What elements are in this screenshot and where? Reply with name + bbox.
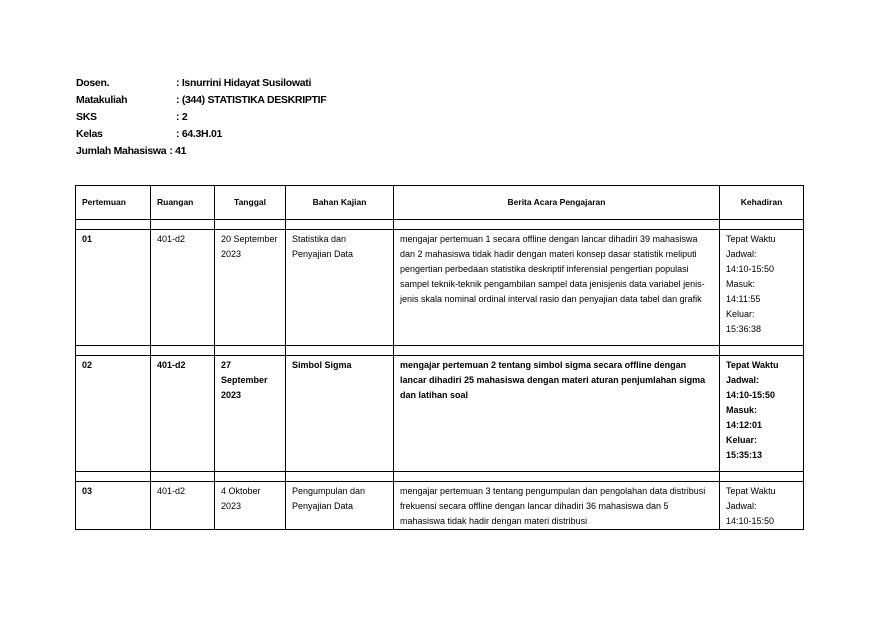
pertemuan-cell: 02 <box>76 356 151 472</box>
ruangan-cell: 401-d2 <box>151 356 215 472</box>
jumlah-value: : 41 <box>169 145 187 157</box>
tanggal-cell: 20 September 2023 <box>215 230 286 346</box>
kelas-label: Kelas <box>76 128 103 140</box>
dosen-value: : Isnurrini Hidayat Susilowati <box>176 77 312 89</box>
dosen-row <box>76 75 326 92</box>
matakuliah-value: : (344) STATISTIKA DESKRIPTIF <box>176 94 327 106</box>
kehadiran-status: Tepat Waktu <box>726 360 779 370</box>
matakuliah-label: Matakuliah <box>76 94 128 106</box>
kehadiran-cell <box>720 482 804 530</box>
kehadiran-cell <box>720 230 804 346</box>
keluar-value: 15:36:38 <box>726 324 762 334</box>
bahan-cell: Pengumpulan dan Penyajian Data <box>286 482 394 530</box>
kehadiran-status: Tepat Waktu <box>726 486 776 496</box>
kehadiran-cell <box>720 356 804 472</box>
berita-cell: mengajar pertemuan 1 secara offline dengan lancar dihadiri 39 mahasiswa dan 2 mahasiswa tidak hadir dengan materi konsep dasar statistik meliputi pengertian perbedaan statistika deskriptif inferensial pengertian populasi sampel teknik-teknik pengambilan sampel data jenisjenis data variabel jenis-jenis skala nominal ordinal interval rasio dan penyajian data tabel dan grafik <box>394 230 720 346</box>
ruangan-cell: 401-d2 <box>151 482 215 530</box>
sks-label: SKS <box>76 111 97 123</box>
kehadiran-status: Tepat Waktu <box>726 234 776 244</box>
col-berita-acara: Berita Acara Pengajaran <box>394 186 720 220</box>
sks-value: : 2 <box>176 111 188 123</box>
masuk-value: 14:12:01 <box>726 420 763 430</box>
jadwal-label: Jadwal: <box>726 501 757 511</box>
keluar-value: 15:35:13 <box>726 450 763 460</box>
jadwal-label: Jadwal: <box>726 249 757 259</box>
attendance-table <box>75 185 804 530</box>
table-header-row <box>76 186 804 220</box>
bahan-cell: Simbol Sigma <box>286 356 394 472</box>
col-bahan-kajian: Bahan Kajian <box>286 186 394 220</box>
keluar-label: Keluar: <box>726 435 758 445</box>
masuk-value: 14:11:55 <box>726 294 761 304</box>
sks-row <box>76 109 326 126</box>
masuk-label: Masuk: <box>726 279 756 289</box>
table-row <box>76 230 804 346</box>
jadwal-value: 14:10-15:50 <box>726 264 775 274</box>
dosen-label: Dosen. <box>76 77 110 89</box>
col-kehadiran: Kehadiran <box>720 186 804 220</box>
tanggal-cell: 27 September 2023 <box>215 356 286 472</box>
jadwal-label: Jadwal: <box>726 375 760 385</box>
matakuliah-row <box>76 92 326 109</box>
ruangan-cell: 401-d2 <box>151 230 215 346</box>
keluar-label: Keluar: <box>726 309 755 319</box>
course-info <box>76 75 326 160</box>
col-pertemuan: Pertemuan <box>76 186 151 220</box>
col-tanggal: Tanggal <box>215 186 286 220</box>
berita-cell: mengajar pertemuan 2 tentang simbol sigma secara offline dengan lancar dihadiri 25 mahasiswa dengan materi aturan penjumlahan sigma dan latihan soal <box>394 356 720 472</box>
tanggal-cell: 4 Oktober 2023 <box>215 482 286 530</box>
masuk-label: Masuk: <box>726 405 758 415</box>
col-ruangan: Ruangan <box>151 186 215 220</box>
bahan-cell: Statistika dan Penyajian Data <box>286 230 394 346</box>
table-row <box>76 482 804 530</box>
kelas-value: : 64.3H.01 <box>176 128 223 140</box>
jumlah-label: Jumlah Mahasiswa <box>76 145 167 157</box>
jadwal-value: 14:10-15:50 <box>726 390 776 400</box>
berita-cell: mengajar pertemuan 3 tentang pengumpulan dan pengolahan data distribusi frekuensi secara offline dengan lancar dihadiri 36 mahasiswa dan 5 mahasiswa tidak hadir dengan materi distribusi <box>394 482 720 530</box>
kelas-row <box>76 126 326 143</box>
pertemuan-cell: 01 <box>76 230 151 346</box>
jadwal-value: 14:10-15:50 <box>726 516 775 526</box>
jumlah-row <box>76 143 326 160</box>
table-row <box>76 356 804 472</box>
pertemuan-cell: 03 <box>76 482 151 530</box>
